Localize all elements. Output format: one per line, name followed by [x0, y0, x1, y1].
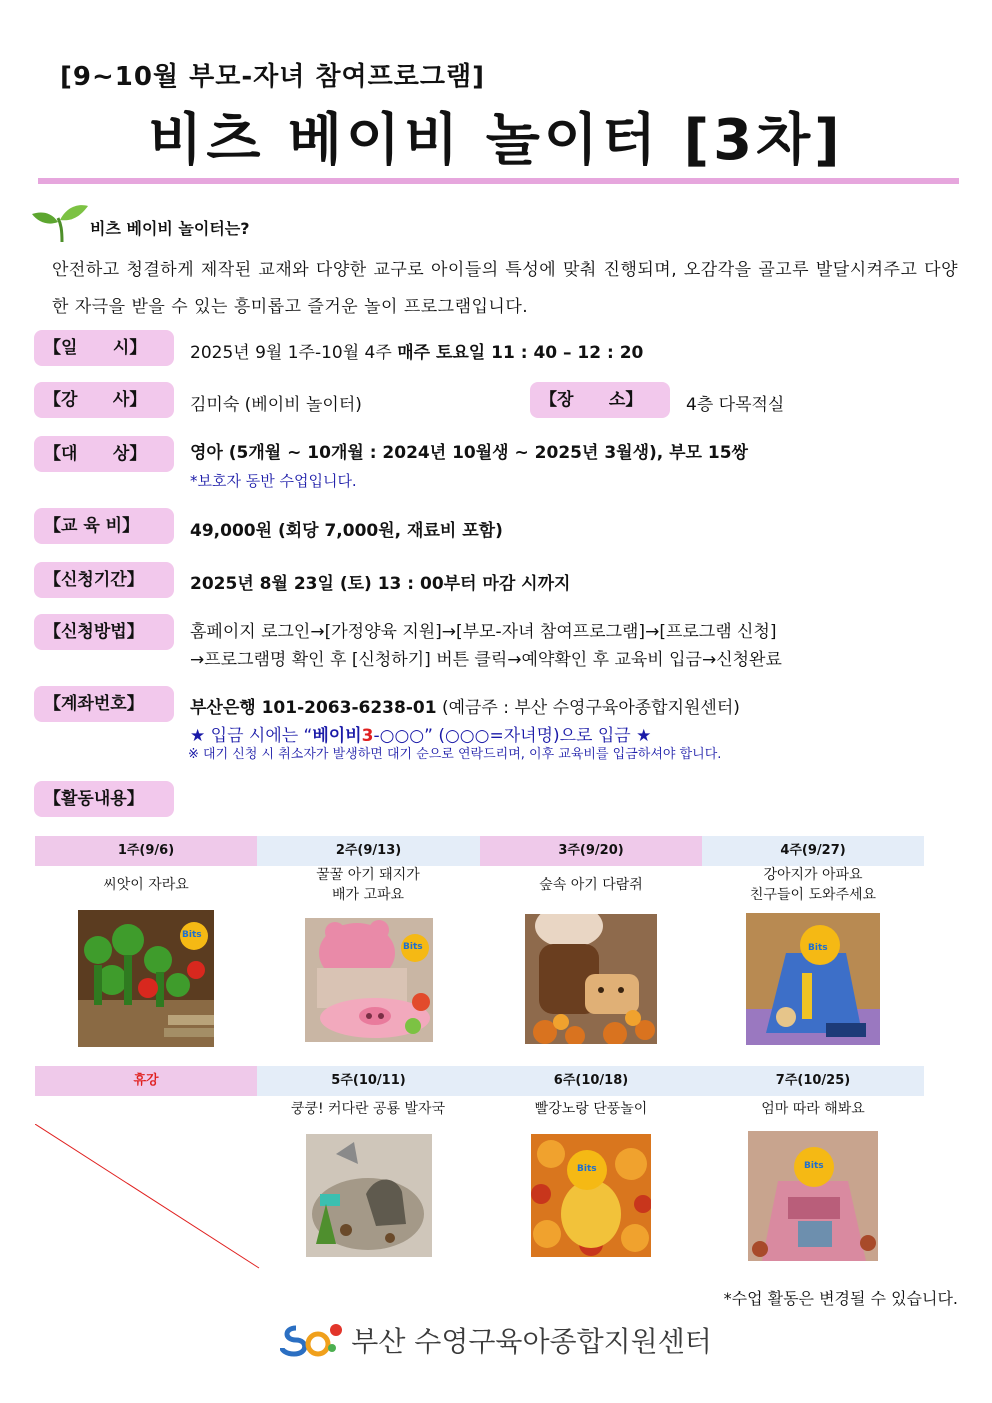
activity-photo-dinosaur [306, 1134, 432, 1257]
label-activities: 【활동내용】 [34, 781, 174, 817]
brand-logo-text: Bits [804, 1161, 824, 1171]
label-method: 【신청방법】 [34, 614, 174, 650]
center-logo-icon [280, 1318, 346, 1362]
intro-body: 안전하고 청결하게 제작된 교재와 다양한 교구로 아이들의 특성에 맞춰 진행되며, 오감각을 골고루 발달시켜주고 다양한 자극을 받을 수 있는 흥미롭고 즐거운 놀이 프로그램입니다. [52, 260, 958, 317]
label-place: 【장 소】 [530, 382, 670, 418]
activity-title: 꿀꿀 아기 돼지가 배가 고파요 [316, 867, 420, 903]
program-title: 비츠 베이비 놀이터 [3차] [148, 108, 844, 173]
organization-name: 부산 수영구육아종합지원센터 [351, 1325, 712, 1358]
method-line2: →프로그램명 확인 후 [신청하기] 버튼 클릭→예약확인 후 교육비 입금→신청완료 [190, 650, 782, 670]
week-header: 3주(9/20) [480, 836, 702, 866]
activity-title: 빨강노랑 단풍놀이 [534, 1101, 648, 1117]
value-account: 부산은행 101-2063-6238-01 (예금주 : 부산 수영구육아종합지원센터) [190, 698, 740, 718]
label-schedule: 【일 시】 [34, 330, 174, 366]
program-subtitle: [9~10월 부모-자녀 참여프로그램] [60, 62, 485, 92]
label-period: 【신청기간】 [34, 562, 174, 598]
activity-title: 강아지가 아파요 친구들이 도와주세요 [749, 867, 877, 903]
label-fee: 【교 육 비】 [34, 508, 174, 544]
value-schedule: 2025년 9월 1주-10월 4주 매주 토요일 11 : 40 – 12 : 20 [190, 343, 644, 363]
brand-logo-text: Bits [403, 942, 423, 952]
week-header: 1주(9/6) [35, 836, 257, 866]
value-instructor: 김미숙 (베이비 놀이터) [190, 395, 362, 415]
activity-title: 씨앗이 자라요 [103, 877, 189, 893]
week-header-holiday: 휴강 [35, 1066, 257, 1096]
activity-photo-squirrel [525, 914, 657, 1044]
intro-heading: 비츠 베이비 놀이터는? [90, 219, 250, 238]
week-header: 6주(10/18) [480, 1066, 702, 1096]
title-divider [38, 178, 959, 184]
label-target: 【대 상】 [34, 436, 174, 472]
activity-title: 숲속 아기 다람쥐 [539, 877, 643, 893]
activity-title: 쿵쿵! 커다란 공룡 발자국 [290, 1101, 446, 1117]
value-fee: 49,000원 (회당 7,000원, 재료비 포함) [190, 521, 503, 541]
week-header: 7주(10/25) [702, 1066, 924, 1096]
waitlist-note: ※ 대기 신청 시 취소자가 발생하면 대기 순으로 연락드리며, 이후 교육비를 입금하셔야 합니다. [188, 747, 722, 762]
change-notice: *수업 활동은 변경될 수 있습니다. [723, 1289, 958, 1308]
activity-photo-pig [305, 918, 433, 1042]
value-place: 4층 다목적실 [686, 395, 785, 415]
activity-title: 엄마 따라 해봐요 [761, 1101, 865, 1117]
activity-photo-puppy [746, 913, 880, 1045]
week-header: 4주(9/27) [702, 836, 924, 866]
sprout-icon [30, 200, 90, 244]
holiday-strike-line [35, 1124, 261, 1270]
value-period: 2025년 8월 23일 (토) 13 : 00부터 마감 시까지 [190, 574, 571, 594]
activity-photo-seed [78, 910, 214, 1047]
week-header: 2주(9/13) [257, 836, 480, 866]
week-header: 5주(10/11) [257, 1066, 480, 1096]
activity-photo-mom [748, 1131, 878, 1261]
brand-logo-text: Bits [808, 943, 828, 953]
brand-logo-text: Bits [182, 930, 202, 940]
organization-footer [0, 1318, 992, 1362]
label-account: 【계좌번호】 [34, 686, 174, 722]
activity-photo-leaves [531, 1134, 651, 1257]
method-line1: 홈페이지 로그인→[가정양육 지원]→[부모-자녀 참여프로그램]→[프로그램 신청] [190, 622, 777, 642]
label-instructor: 【강 사】 [34, 382, 174, 418]
brand-logo-text: Bits [577, 1164, 597, 1174]
target-note: *보호자 동반 수업입니다. [190, 472, 357, 490]
value-target: 영아 (5개월 ~ 10개월 : 2024년 10월생 ~ 2025년 3월생), 부모 15쌍 [190, 443, 748, 463]
deposit-instruction: ★ 입금 시에는 “베이비3-○○○” (○○○=자녀명)으로 입금 ★ [190, 726, 652, 746]
